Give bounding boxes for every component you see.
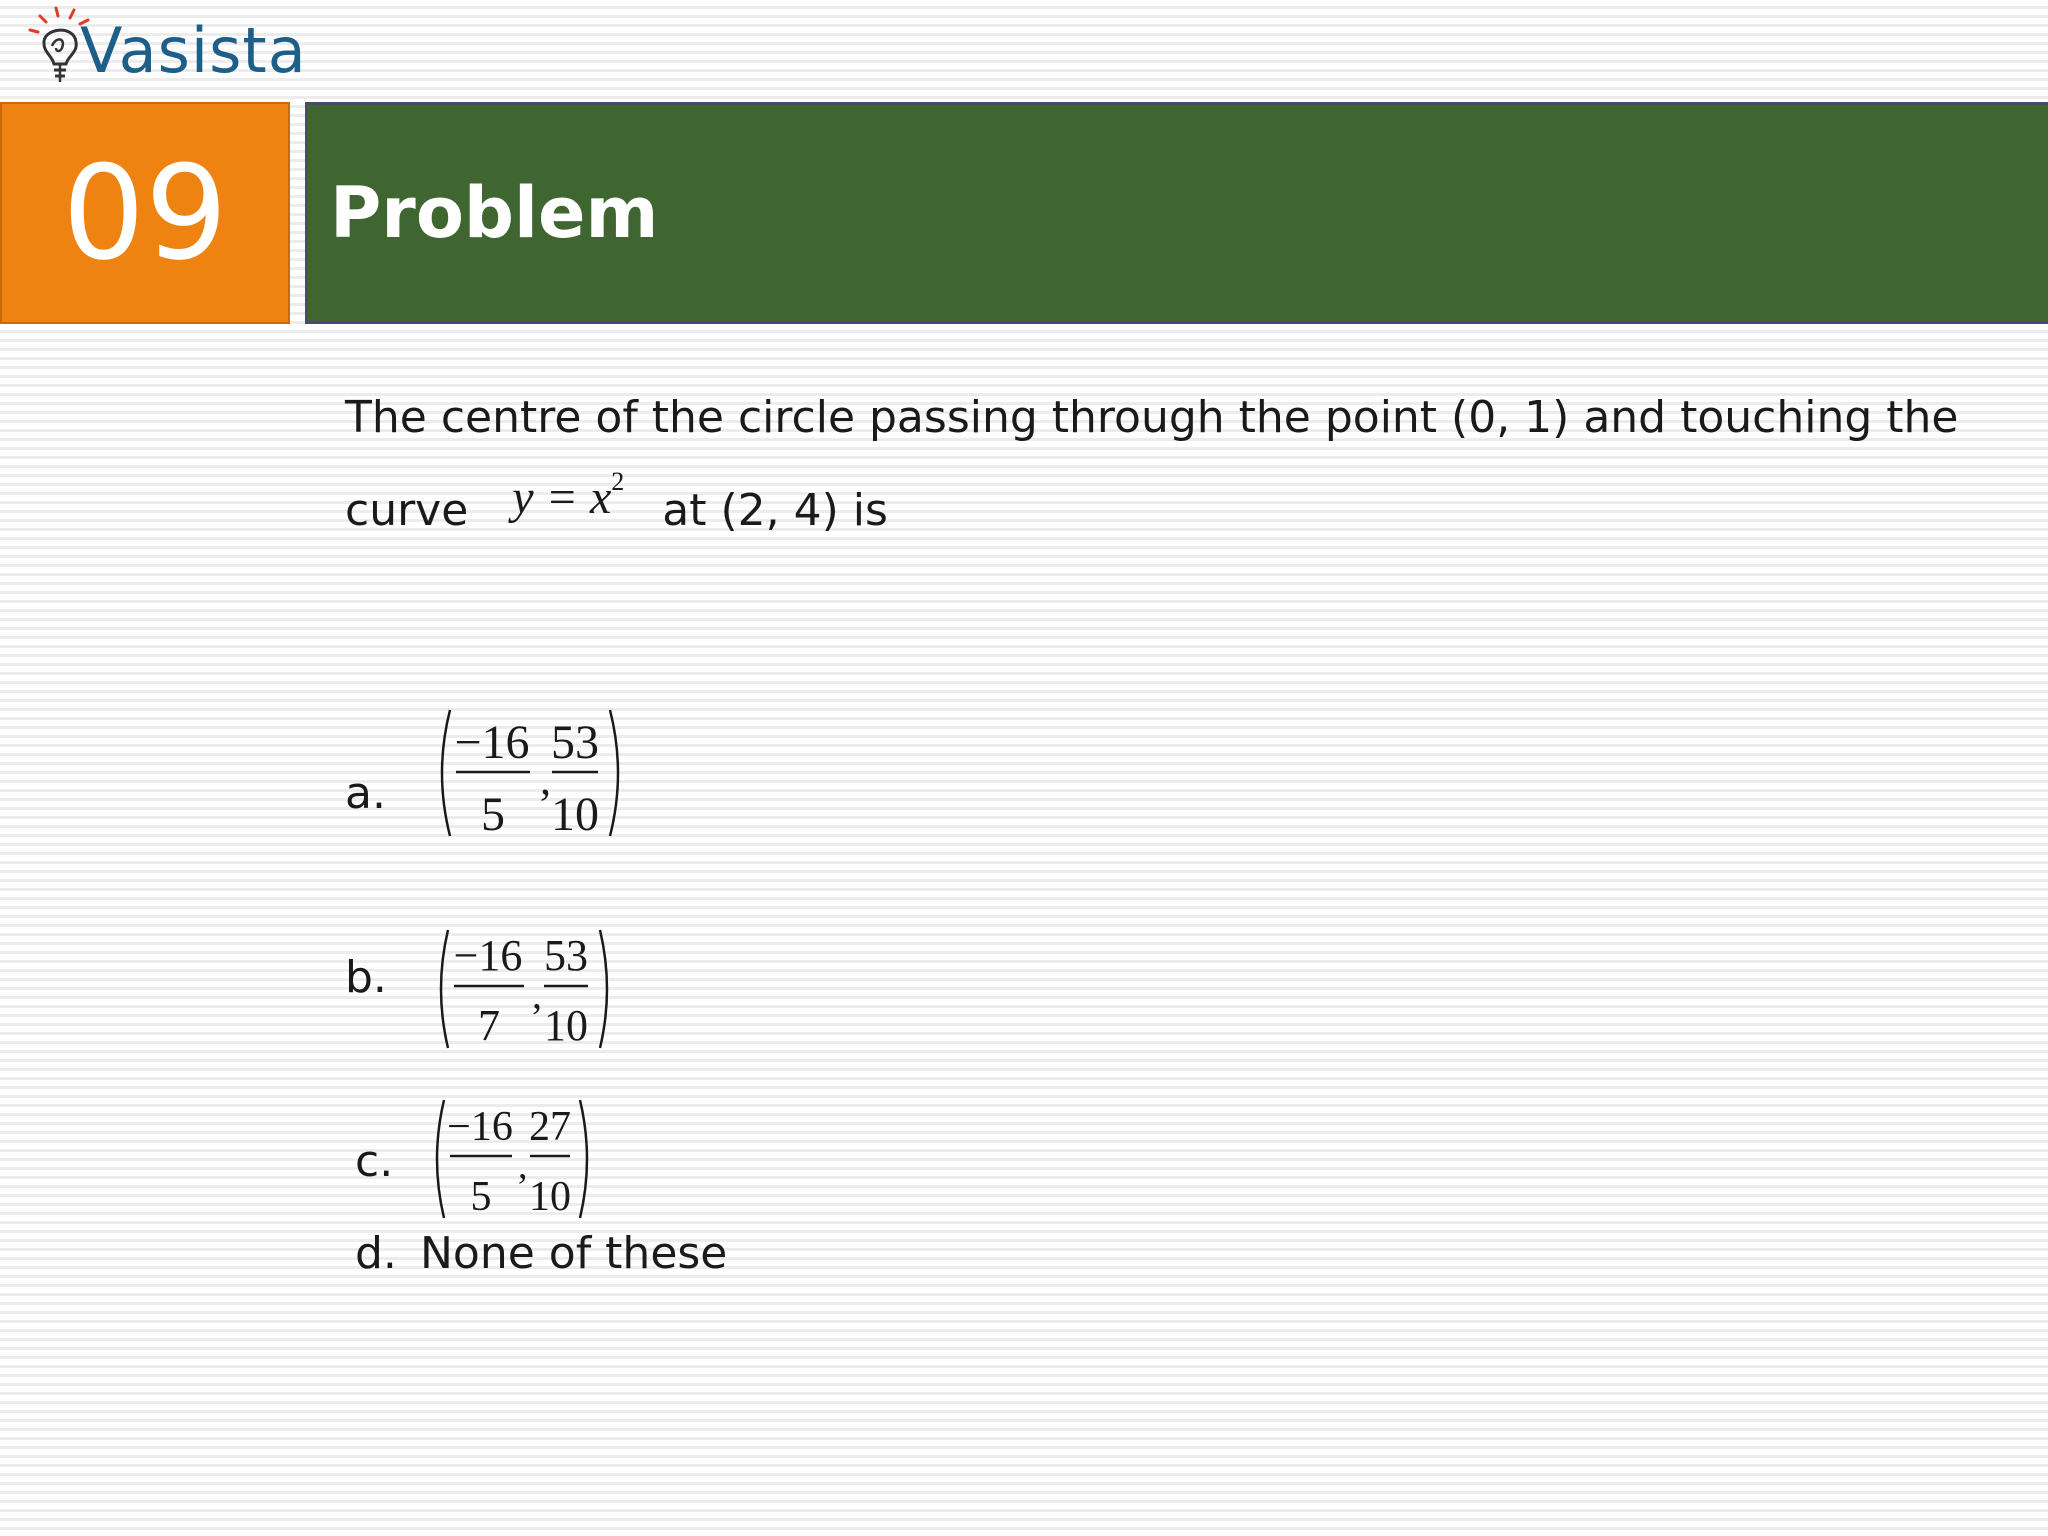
option-c-x-denominator: 5 [470,1174,492,1220]
option-b-y-denominator: 10 [544,1001,588,1050]
comma: , [532,972,542,1017]
option-b-label: b. [345,952,387,1003]
option-b-x-denominator: 7 [478,1001,500,1050]
logo-text: Vasista [80,14,307,87]
slide-title: Problem [330,172,659,254]
slide-number-box [0,102,290,324]
option-a-x-denominator: 5 [481,788,505,840]
option-b-x-numerator: −16 [453,931,523,980]
option-a-y-denominator: 10 [551,788,599,840]
option-d-text: None of these [420,1228,728,1279]
option-a-answer [430,706,630,845]
option-c-y-denominator: 10 [529,1174,571,1220]
option-c-y-numerator: 27 [529,1104,571,1150]
comma: , [518,1145,528,1187]
question-line-2 [345,467,888,536]
question-curve-text: curve [345,485,469,536]
equation-exponent: 2 [611,467,625,496]
option-b-answer [430,926,620,1057]
comma: , [540,755,551,804]
equation-base: y = x [512,471,612,524]
option-a-y-numerator: 53 [551,716,599,769]
slide-number: 09 [62,137,228,289]
question-line-1: The centre of the circle passing through the point (0, 1) and touching the [345,392,1959,443]
option-b-y-numerator: 53 [544,931,588,980]
option-c-answer [428,1096,598,1227]
title-bar [305,102,2048,324]
question-point-text: at (2, 4) is [662,485,888,536]
vasista-logo [22,2,307,94]
option-a-label: a. [345,768,386,819]
option-d-label: d. [355,1228,397,1279]
curve-equation [512,467,625,524]
option-a-x-numerator: −16 [454,716,530,769]
option-c-label: c. [355,1136,394,1187]
option-c-x-numerator: −16 [447,1104,513,1150]
